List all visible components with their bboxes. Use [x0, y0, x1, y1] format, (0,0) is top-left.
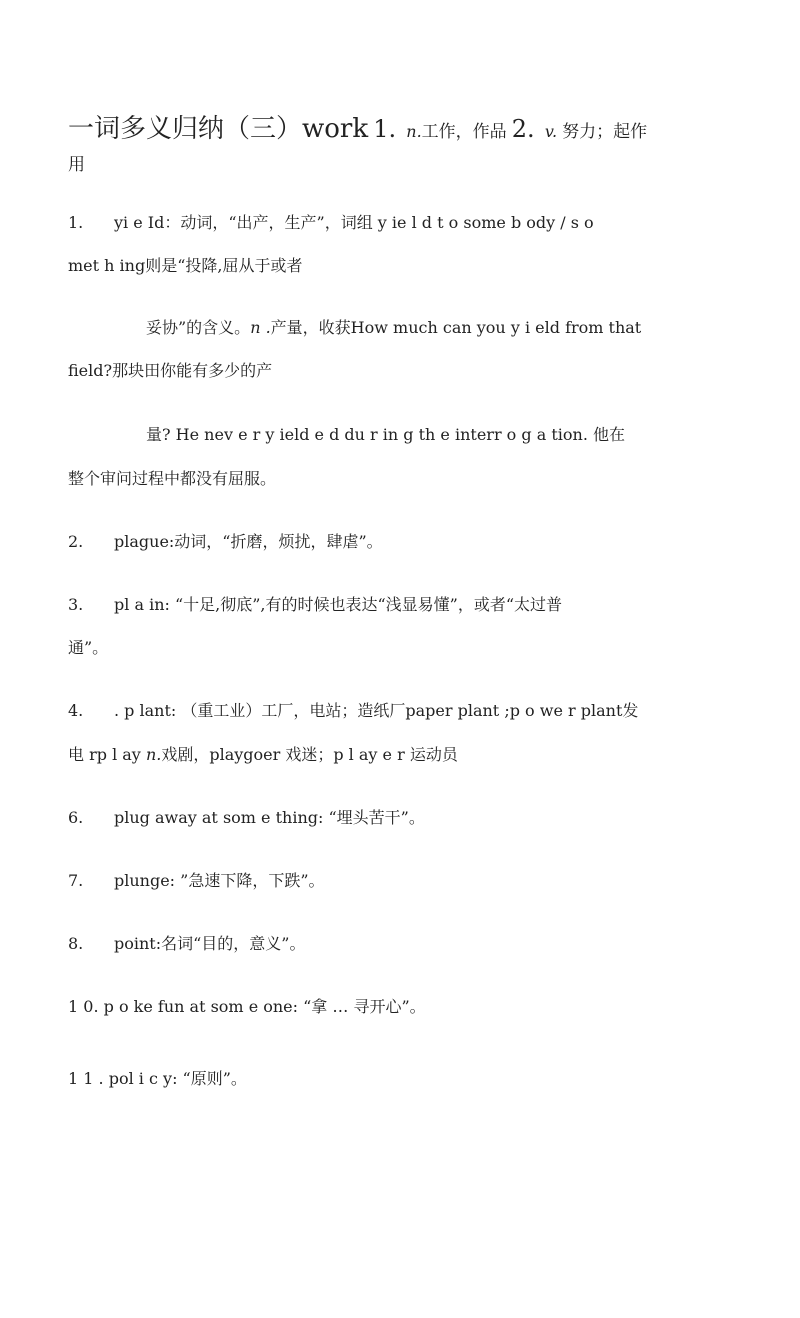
item-number: 7. — [68, 871, 84, 890]
item-text: yi e Id：动词，“出产，生产”，词组 y ie l d t o some b ody / s o — [114, 213, 594, 232]
title-number-2: 2. — [511, 115, 535, 143]
title-continuation: 用 — [68, 155, 85, 175]
item-text: . p lant: （重工业）工厂，电站；造纸厂paper plant ;p o we r plant发 — [114, 701, 639, 720]
title-main: 一词多义归纳（三）work — [68, 114, 369, 144]
item-text: 产量，收获How much can you y i eld from that — [270, 318, 642, 337]
item-number: 2. — [68, 532, 84, 551]
item-1-para-2-line-1 — [146, 315, 641, 338]
item-1-line-1 — [68, 210, 594, 233]
item-4-line-2 — [68, 742, 458, 765]
title-pos-1: n. — [406, 122, 422, 141]
title-def-2: 努力；起作 — [562, 122, 648, 142]
item-text: 电 rp l ay — [68, 745, 146, 764]
item-number: 4. — [68, 701, 84, 720]
item-8 — [68, 931, 305, 954]
item-6 — [68, 805, 425, 828]
item-1-para-3-line-1: 量? He nev e r y ield e d du r in g th e interr o g a tion. 他在 — [146, 425, 626, 444]
item-number: 1. — [68, 213, 84, 232]
item-4-line-1 — [68, 698, 638, 721]
item-3-line-2: 通”。 — [68, 638, 109, 657]
item-number: 3. — [68, 595, 84, 614]
title-def-1: 工作，作品 — [421, 122, 507, 142]
item-number: 8. — [68, 934, 84, 953]
title-pos-2: v. — [544, 122, 558, 141]
item-2 — [68, 529, 383, 552]
title-number-1: 1. — [373, 115, 397, 143]
item-number: 6. — [68, 808, 84, 827]
item-text: point:名词“目的，意义”。 — [114, 934, 306, 953]
item-text: plunge: ”急速下降，下跌”。 — [114, 871, 325, 890]
item-3-line-1 — [68, 592, 562, 615]
item-text: 妥协”的含义。 — [146, 318, 251, 337]
item-10: 1 0. p o ke fun at som e one: “拿 … 寻开心”。 — [68, 997, 426, 1016]
pos-label: n. — [145, 745, 162, 764]
item-1-line-2: met h ing则是“投降,屈从于或者 — [68, 256, 303, 275]
item-text: pl a in: “十足,彻底”,有的时候也表达“浅显易懂”，或者“太过普 — [114, 595, 563, 614]
item-1-para-2-line-2: field?那块田你能有多少的产 — [68, 361, 273, 380]
item-7 — [68, 868, 325, 891]
document-title — [68, 112, 734, 149]
pos-label: n . — [250, 318, 271, 337]
item-text: plague:动词，“折磨，烦扰，肆虐”。 — [114, 532, 383, 551]
item-1-para-3-line-2: 整个审问过程中都没有屈服。 — [68, 469, 277, 488]
item-11: 1 1 . pol i c y: “原则”。 — [68, 1069, 247, 1088]
item-text: plug away at som e thing: “埋头苦干”。 — [114, 808, 425, 827]
item-text: 戏剧，playgoer 戏迷；p l ay e r 运动员 — [161, 745, 458, 764]
